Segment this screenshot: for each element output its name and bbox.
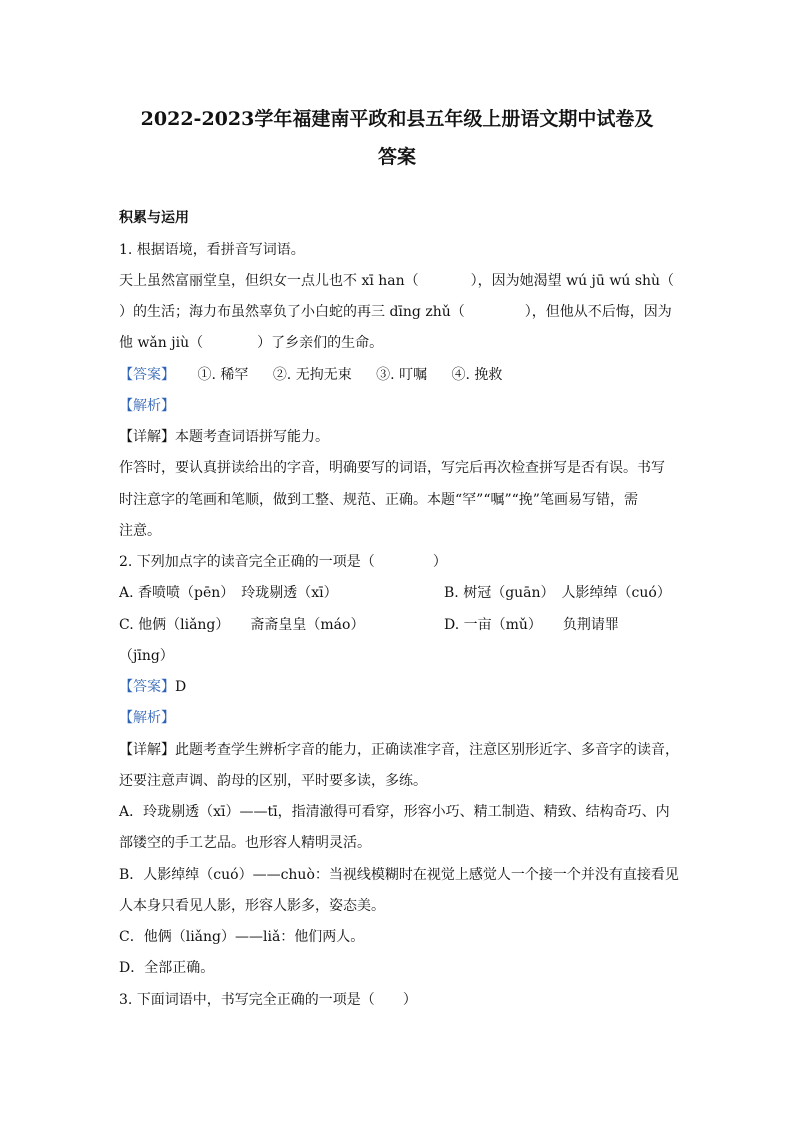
q1-para-2: 时注意字的笔画和笔顺，做到工整、规范、正确。本题“罕”“嘱”“挽”笔画易写错，需: [119, 492, 638, 508]
q1-answer-line: [119, 364, 502, 384]
title-line-2: 答案: [377, 146, 416, 168]
q2-analysis-d: D．全部正确。: [119, 960, 215, 976]
q1-answer-1: ①. 稀罕: [197, 367, 249, 383]
q1-answer-2: ②. 无拘无束: [272, 367, 352, 383]
q1-detail: 本题考查词语拼写能力。: [175, 429, 329, 445]
q3-stem: 3. 下面词语中，书写完全正确的一项是（: [119, 992, 375, 1008]
q2-detail-2: 还要注意声调、韵母的区别，平时要多读，多练。: [119, 773, 427, 789]
q1-answer-3: ③. 叮嘱: [376, 367, 428, 383]
q2-analysis-b1: B．人影绰绰（cuó）——chuò：当视线模糊时在视觉上感觉人一个接一个并没有直接看见: [119, 867, 679, 883]
answer-tag: 【答案】: [119, 679, 175, 695]
section-heading: 积累与运用: [119, 210, 189, 226]
q2-stem: 2. 下列加点字的读音完全正确的一项是（: [119, 554, 375, 570]
q2-analysis-c: C．他俩（liǎng）——liǎ：他们两人。: [119, 929, 365, 945]
q1-para-1: 作答时，要认真拼读给出的字音，明确要写的词语，写完后再次检查拼写是否有误。书写: [119, 460, 665, 476]
q2-stem-end: ）: [432, 554, 447, 570]
q3-stem-line: [119, 989, 417, 1009]
q1-analysis-tag: 【解析】: [119, 398, 175, 414]
q2-answer: D: [175, 679, 187, 695]
q2-option-b: B. 树冠（guān） 人影绰绰（cuó）: [444, 585, 671, 601]
detail-tag: 【详解】: [119, 742, 175, 758]
q2-option-c: C. 他俩（liǎng） 斋斋皇皇（máo）: [119, 617, 365, 633]
q2-stem-line: [119, 551, 447, 571]
q1-stem: 1. 根据语境，看拼音写词语。: [119, 242, 305, 258]
q2-detail-line: [119, 739, 679, 759]
title-line-1: 2022-2023学年福建南平政和县五年级上册语文期中试卷及: [140, 108, 654, 130]
answer-tag: 【答案】: [119, 367, 175, 383]
q1-text-2b: ），但他从不后悔，因为: [524, 304, 672, 320]
q2-option-d: D. 一亩（mǔ） 负荆请罪: [444, 617, 619, 633]
q2-analysis-b2: 人本身只看见人影，形容人影多，姿态美。: [119, 898, 385, 914]
q1-text-line-2: [119, 301, 672, 321]
q1-text-3b: ）了乡亲们的生命。: [257, 335, 384, 351]
q1-text-1b: ），因为她渴望 wú jū wú shù（: [470, 273, 675, 289]
q2-answer-line: [119, 676, 186, 696]
q1-text-line-1: [119, 270, 674, 290]
q2-analysis-a2: 部镂空的手工艺品。也形容人精明灵活。: [119, 835, 371, 851]
detail-tag: 【详解】: [119, 429, 175, 445]
q2-option-d-cont: （jīng）: [119, 648, 174, 664]
document-title: [110, 100, 684, 176]
q2-analysis-tag: 【解析】: [119, 710, 175, 726]
q1-text-line-3: [119, 332, 383, 352]
q1-text-2a: ）的生活；海力布虽然辜负了小白蛇的再三 dīng zhǔ（: [119, 304, 465, 320]
q3-stem-end: ）: [402, 992, 417, 1008]
q1-para-3: 注意。: [119, 523, 161, 539]
q1-text-1a: 天上虽然富丽堂皇，但织女一点儿也不 xī han（: [119, 273, 419, 289]
q1-answer-4: ④. 挽救: [451, 367, 503, 383]
q1-text-3a: 他 wǎn jiù（: [119, 335, 204, 351]
q2-option-a: A. 香喷喷（pēn） 玲珑剔透（xī）: [119, 585, 338, 601]
q1-detail-line: [119, 426, 329, 446]
q2-detail-1: 此题考查学生辨析字音的能力，正确读准字音，注意区别形近字、多音字的读音，: [175, 742, 679, 758]
q2-analysis-a1: A．玲珑剔透（xī）——tī，指清澈得可看穿，形容小巧、精工制造、精致、结构奇巧、内: [119, 804, 670, 820]
